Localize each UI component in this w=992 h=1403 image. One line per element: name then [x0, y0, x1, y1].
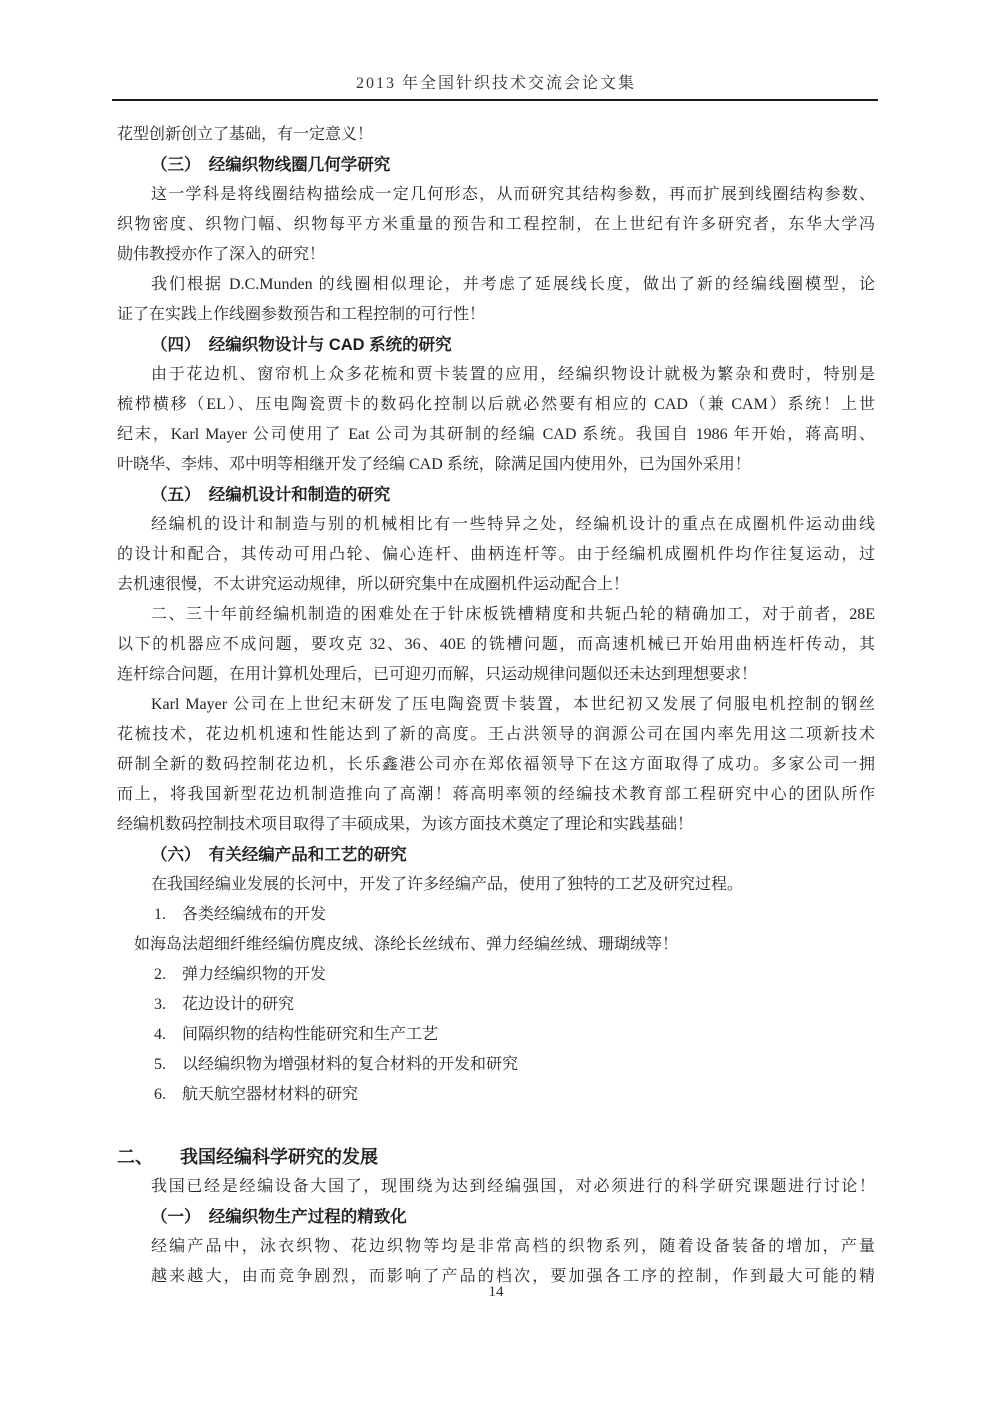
text-line: 纪末，Karl Mayer 公司使用了 Eat 公司为其研制的经编 CAD 系统。我国自 1986 年开始，蒋高明、 — [117, 426, 875, 443]
text-line: 以下的机器应不成问题，要攻克 32、36、40E 的铣槽问题，而高速机械已开始用曲柄连杆传动，其 — [117, 636, 875, 653]
text-line: 花型创新创立了基础，有一定意义！ — [117, 126, 374, 143]
text-line: 在我国经编业发展的长河中，开发了许多经编产品，使用了独特的工艺及研究过程。 — [151, 876, 744, 893]
sub-heading: （四） 经编织物设计与 CAD 系统的研究 — [151, 336, 452, 354]
list-item: 6. 航天航空器材材料的研究 — [154, 1086, 359, 1103]
list-item: 1. 各类经编绒布的开发 — [154, 906, 327, 923]
text-line: 由于花边机、窗帘机上众多花梳和贾卡装置的应用，经编织物设计就极为繁杂和费时，特别是 — [151, 366, 875, 383]
list-item: 2. 弹力经编织物的开发 — [154, 966, 327, 983]
list-item: 5. 以经编织物为增强材料的复合材料的开发和研究 — [154, 1056, 519, 1073]
text-line: 越来越大，由而竞争剧烈，而影响了产品的档次，要加强各工序的控制，作到最大可能的精 — [151, 1268, 875, 1285]
sub-heading: （五） 经编机设计和制造的研究 — [151, 486, 391, 504]
text-line: 梳栉横移（EL）、压电陶瓷贾卡的数码化控制以后就必然要有相应的 CAD（兼 CAM）系统！上世 — [117, 396, 875, 413]
text-line: 去机速很慢，不太讲究运动规律，所以研究集中在成圈机件运动配合上！ — [117, 576, 630, 593]
text-line: 叶晓华、李炜、邓中明等相继开发了经编 CAD 系统，除满足国内使用外，已为国外采用！ — [117, 456, 751, 473]
text-line: 经编机的设计和制造与别的机械相比有一些特异之处，经编机设计的重点在成圈机件运动曲线 — [151, 516, 875, 533]
text-line: Karl Mayer 公司在上世纪末研发了压电陶瓷贾卡装置，本世纪初又发展了伺服电机控制的钢丝 — [151, 696, 875, 713]
page-header-title: 2013 年全国针织技术交流会论文集 — [355, 75, 636, 92]
header-rule — [112, 99, 878, 101]
sub-heading: （三） 经编织物线圈几何学研究 — [151, 156, 391, 174]
list-item: 4. 间隔织物的结构性能研究和生产工艺 — [154, 1026, 439, 1043]
sub-heading: （六） 有关经编产品和工艺的研究 — [151, 846, 407, 864]
page-number: 14 — [488, 1284, 504, 1300]
text-line: 如海岛法超细纤维经编仿麂皮绒、涤纶长丝绒布、弹力经编丝绒、珊瑚绒等！ — [134, 936, 679, 953]
list-item: 3. 花边设计的研究 — [154, 996, 295, 1013]
text-line: 二、三十年前经编机制造的困难处在于针床板铣槽精度和共轭凸轮的精确加工，对于前者，28E — [151, 606, 875, 623]
text-line: 连杆综合问题，在用计算机处理后，已可迎刃而解，只运动规律问题似还未达到理想要求！ — [117, 666, 758, 683]
text-line: 证了在实践上作线圈参数预告和工程控制的可行性！ — [117, 306, 486, 323]
document-body — [117, 120, 875, 1292]
sub-heading: （一） 经编织物生产过程的精致化 — [151, 1208, 407, 1226]
text-line: 这一学科是将线圈结构描绘成一定几何形态，从而研究其结构参数，再而扩展到线圈结构参数、 — [151, 186, 875, 203]
text-line: 的设计和配合，其传动可用凸轮、偏心连杆、曲柄连杆等。由于经编机成圈机件均作往复运动，过 — [117, 546, 875, 563]
text-line: 经编机数码控制技术项目取得了丰硕成果，为该方面技术奠定了理论和实践基础！ — [117, 816, 694, 833]
text-line: 而上，将我国新型花边机制造推向了高潮！蒋高明率领的经编技术教育部工程研究中心的团队所作 — [117, 786, 875, 803]
text-line: 花梳技术，花边机机速和性能达到了新的高度。王占洪领导的润源公司在国内率先用这二项新技术 — [117, 726, 875, 743]
text-line: 我们根据 D.C.Munden 的线圈相似理论，并考虑了延展线长度，做出了新的经编线圈模型，论 — [151, 276, 875, 293]
text-line: 织物密度、织物门幅、织物每平方米重量的预告和工程控制，在上世纪有许多研究者，东华大学冯 — [117, 216, 875, 233]
section-heading: 二、 我国经编科学研究的发展 — [117, 1147, 378, 1167]
text-line: 我国已经是经编设备大国了，现围绕为达到经编强国，对必须进行的科学研究课题进行讨论！ — [151, 1178, 875, 1195]
text-line: 经编产品中，泳衣织物、花边织物等均是非常高档的织物系列，随着设备装备的增加，产量 — [151, 1238, 875, 1255]
text-line: 研制全新的数码控制花边机，长乐鑫港公司亦在郑依福领导下在这方面取得了成功。多家公司一拥 — [117, 756, 875, 773]
text-line: 勋伟教授亦作了深入的研究！ — [117, 246, 326, 263]
